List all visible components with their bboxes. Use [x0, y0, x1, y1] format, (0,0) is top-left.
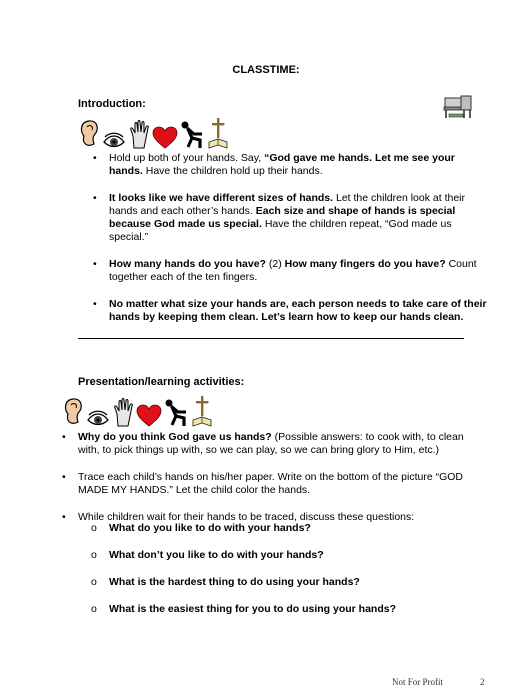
question-text: What do you like to do with your hands? — [109, 522, 311, 534]
intro-bullet-1 — [93, 192, 489, 244]
intro-bullet-2 — [93, 258, 489, 284]
page-title: CLASSTIME: — [232, 64, 300, 76]
question-text: What don’t you like to do with your hands? — [109, 549, 324, 561]
bullet-text: While children wait for their hands to be traced, discuss these questions: — [78, 511, 415, 523]
bullet-marker: • — [93, 298, 97, 310]
question-item-2 — [91, 576, 489, 589]
hand-icon — [112, 398, 134, 428]
classroom-desk-icon — [441, 94, 475, 124]
bullet-text: It looks like we have different sizes of hands. Let the children look at their hands and each other’s hands. Each size and shape of hands is special because God made us special. Have the children repeat, “God made us special.” — [109, 192, 465, 243]
bullet-marker: • — [62, 431, 66, 443]
footer-note: Not For Profit — [392, 677, 444, 687]
section-divider — [78, 338, 464, 339]
presentation-bullet-0 — [62, 431, 480, 457]
intro-bullet-0 — [93, 152, 489, 178]
ear-icon — [78, 118, 100, 150]
page-number: 2 — [480, 677, 485, 687]
bullet-text: Trace each child’s hands on his/her paper. Write on the bottom of the picture “GOD MADE MY HANDS.” Let the child color the hands. — [78, 471, 464, 496]
intro-bullet-list — [93, 152, 489, 338]
bullet-text: Hold up both of your hands. Say, “God gave me hands. Let me see your hands. Have the children hold up their hands. — [109, 152, 455, 177]
heart-icon — [152, 126, 178, 150]
presentation-heading: Presentation/learning activities: — [78, 376, 245, 388]
bullet-text: Why do you think God gave us hands? (Possible answers: to cook with, to clean with, to pick things up with, so we can play, so we can bring glory to Him, etc.) — [78, 431, 464, 456]
introduction-heading: Introduction: — [78, 98, 146, 110]
bullet-marker: • — [93, 192, 97, 204]
presentation-icon-row — [62, 392, 212, 428]
sub-bullet-marker: o — [91, 549, 97, 561]
eye-icon — [102, 132, 126, 150]
bullet-text: How many hands do you have? (2) How many fingers do you have? Count together each of the ten fingers. — [109, 258, 477, 283]
presentation-bullet-1 — [62, 471, 480, 497]
hand-icon — [128, 120, 150, 150]
sub-bullet-marker: o — [91, 522, 97, 534]
kneeling-figure-icon — [180, 120, 206, 150]
bible-cross-icon — [192, 394, 212, 428]
bullet-marker: • — [93, 258, 97, 270]
bullet-marker: • — [93, 152, 97, 164]
bullet-marker: • — [62, 511, 66, 523]
discussion-question-list — [91, 522, 489, 630]
question-item-0 — [91, 522, 489, 535]
bible-cross-icon — [208, 116, 228, 150]
eye-icon — [86, 410, 110, 428]
question-text: What is the hardest thing to do using your hands? — [109, 576, 360, 588]
sub-bullet-marker: o — [91, 576, 97, 588]
question-item-1 — [91, 549, 489, 562]
question-item-3 — [91, 603, 489, 616]
intro-bullet-3 — [93, 298, 489, 324]
kneeling-figure-icon — [164, 398, 190, 428]
bullet-text: No matter what size your hands are, each person needs to take care of their hands by keeping them clean. Let’s learn how to keep our hands clean. — [109, 298, 487, 323]
heart-icon — [136, 404, 162, 428]
bullet-marker: • — [62, 471, 66, 483]
intro-icon-row — [78, 114, 228, 150]
ear-icon — [62, 396, 84, 428]
question-text: What is the easiest thing for you to do using your hands? — [109, 603, 397, 615]
sub-bullet-marker: o — [91, 603, 97, 615]
